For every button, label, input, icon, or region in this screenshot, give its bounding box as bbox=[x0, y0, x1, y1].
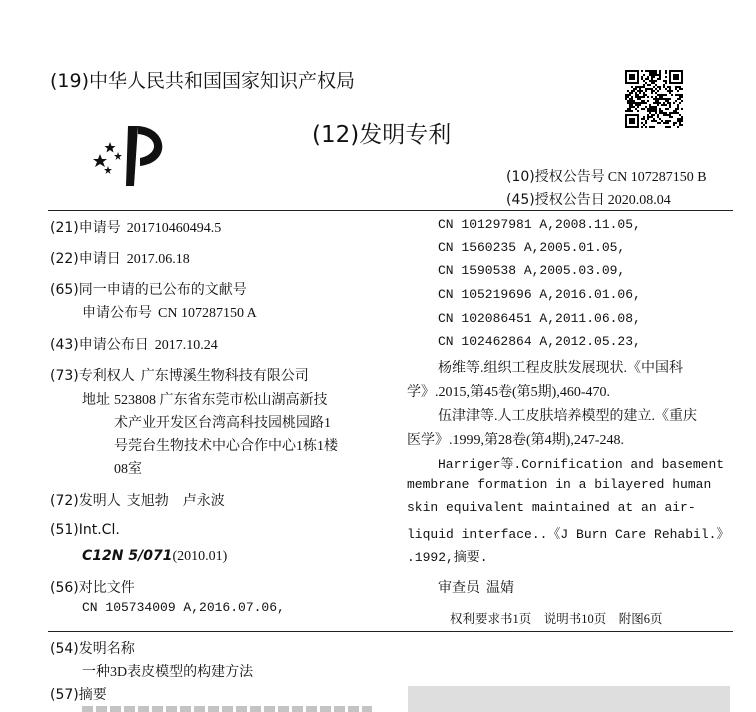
citation-line: membrane formation in a bilayered human bbox=[407, 477, 712, 492]
intcl-code: C12N 5/071 bbox=[82, 548, 173, 564]
address-line: 523808 广东省东莞市松山湖高新技 bbox=[114, 393, 328, 408]
citation-line: 医学》.1999,第28卷(第4期),247-248. bbox=[407, 433, 624, 448]
address-label: 地址 bbox=[82, 392, 110, 408]
citation-line: skin equivalent maintained at an air- bbox=[407, 500, 696, 515]
reference-item: CN 105219696 A,2016.01.06, bbox=[438, 287, 641, 302]
grant-date-line bbox=[506, 189, 671, 209]
grant-number-label: (10)授权公告号 bbox=[506, 169, 605, 185]
page-count: 权利要求书1页 说明书10页 附图6页 bbox=[450, 612, 663, 626]
grant-date-label: (45)授权公告日 bbox=[506, 192, 605, 208]
application-number-line bbox=[50, 217, 221, 237]
address-line: 08室 bbox=[114, 462, 142, 477]
inventor-line bbox=[50, 490, 225, 510]
inventor-label: (72)发明人 bbox=[50, 493, 121, 509]
address-line: 号莞台生物技术中心合作中心1栋1楼 bbox=[114, 439, 338, 454]
citation-line: 学》.2015,第45卷(第5期),460-470. bbox=[407, 385, 610, 400]
citation-line: 杨维等.组织工程皮肤发展现状.《中国科 bbox=[438, 361, 683, 376]
publication-date-line bbox=[50, 334, 218, 354]
abstract-text-fragment bbox=[82, 706, 372, 712]
reference-item: CN 102462864 A,2012.05.23, bbox=[438, 334, 641, 349]
examiner-line bbox=[438, 577, 514, 597]
figure-image bbox=[408, 686, 730, 712]
publication-date: 2017.10.24 bbox=[154, 338, 218, 353]
cited-document: CN 105734009 A,2016.07.06, bbox=[82, 600, 285, 615]
prior-publication-line bbox=[82, 302, 257, 322]
office-name: (19)中华人民共和国国家知识产权局 bbox=[50, 70, 356, 92]
examiner-label: 审查员 bbox=[438, 580, 480, 596]
application-number-label: (21)申请号 bbox=[50, 220, 121, 236]
reference-item: CN 102086451 A,2011.06.08, bbox=[438, 311, 641, 326]
grant-number: CN 107287150 B bbox=[607, 170, 707, 185]
cited-documents-label: (56)对比文件 bbox=[50, 580, 135, 596]
reference-item: CN 1590538 A,2005.03.09, bbox=[438, 263, 626, 278]
bottom-divider bbox=[48, 631, 733, 632]
examiner: 温婧 bbox=[486, 581, 514, 596]
qr-code-graphic bbox=[625, 70, 683, 128]
application-date: 2017.06.18 bbox=[126, 252, 190, 267]
citation-line: liquid interface..《J Burn Care Rehabil.》 bbox=[407, 527, 730, 542]
document-type: (12)发明专利 bbox=[312, 122, 452, 148]
prior-publication-sub-label: 申请公布号 bbox=[82, 305, 152, 321]
inventors: 支旭勃 卢永波 bbox=[126, 494, 225, 509]
application-date-label: (22)申请日 bbox=[50, 251, 121, 267]
intcl-line bbox=[82, 545, 227, 565]
application-date-line bbox=[50, 248, 190, 268]
prior-publication-value: CN 107287150 A bbox=[158, 306, 257, 321]
address-line: 术产业开发区台湾高科技园桃园路1 bbox=[114, 416, 331, 431]
invention-title-label: (54)发明名称 bbox=[50, 641, 135, 657]
prior-publication-label: (65)同一申请的已公布的文献号 bbox=[50, 282, 247, 298]
citation-line: .1992,摘要. bbox=[407, 550, 488, 565]
grant-number-line bbox=[506, 166, 707, 186]
qr-code bbox=[625, 70, 683, 128]
abstract-label: (57)摘要 bbox=[50, 687, 107, 703]
patentee-label: (73)专利权人 bbox=[50, 368, 135, 384]
intcl-label: (51)Int.Cl. bbox=[50, 522, 120, 538]
application-number: 201710460494.5 bbox=[126, 221, 222, 236]
intcl-year: (2010.01) bbox=[172, 549, 228, 564]
patentee: 广东博溪生物科技有限公司 bbox=[140, 369, 309, 384]
publication-date-label: (43)申请公布日 bbox=[50, 337, 149, 353]
logo-graphic bbox=[88, 122, 178, 188]
invention-title: 一种3D表皮模型的构建方法 bbox=[82, 665, 254, 680]
citation-line: Harriger等.Cornification and basement bbox=[438, 457, 725, 472]
reference-item: CN 1560235 A,2005.01.05, bbox=[438, 240, 626, 255]
citation-line: 伍津津等.人工皮肤培养模型的建立.《重庆 bbox=[438, 409, 697, 424]
patentee-line bbox=[50, 365, 309, 385]
patent-office-logo bbox=[88, 122, 178, 188]
grant-date: 2020.08.04 bbox=[607, 193, 671, 208]
reference-item: CN 101297981 A,2008.11.05, bbox=[438, 217, 641, 232]
top-divider bbox=[48, 210, 733, 211]
